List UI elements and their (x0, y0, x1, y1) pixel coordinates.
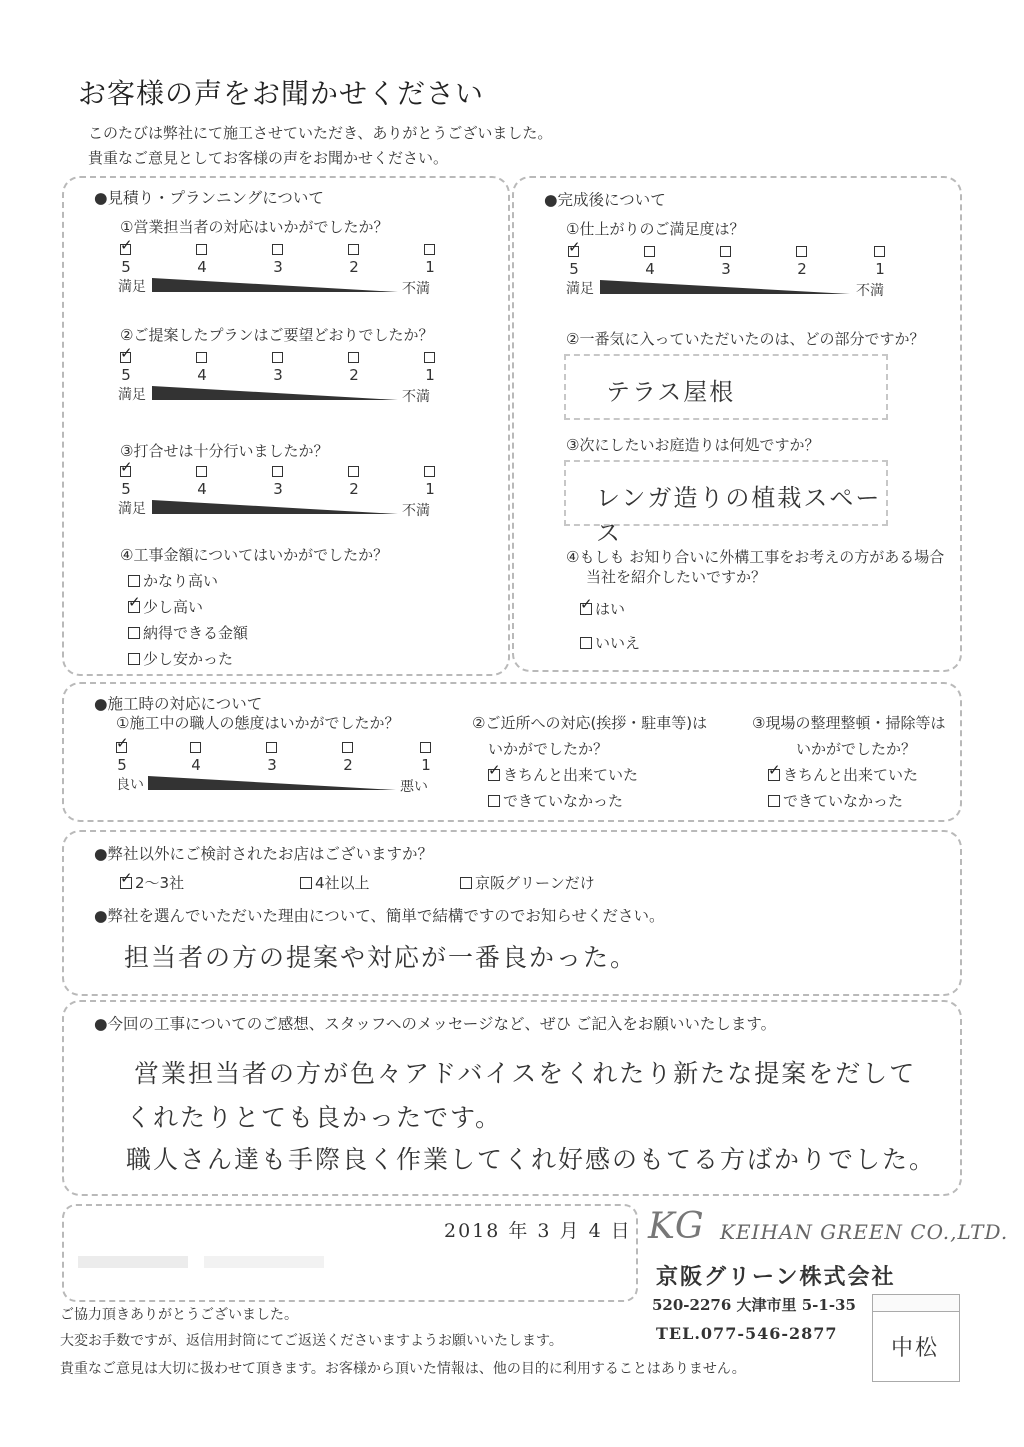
rating-2-checkbox[interactable] (342, 742, 353, 753)
date-field[interactable]: 2018 年 3 月 4 日 (444, 1220, 632, 1242)
scale-low-label: 満足 (118, 387, 146, 403)
signature-box (62, 1204, 638, 1302)
company-logo-mark: KG (648, 1206, 704, 1247)
rating-3-checkbox[interactable] (272, 244, 283, 255)
scale-2: 2 (797, 260, 807, 278)
scale-3: 3 (273, 366, 283, 384)
scale-4: 4 (197, 258, 207, 276)
after-q4-line1: ④もしも お知り合いに外構工事をお考えの方がある場合 (566, 548, 945, 566)
shops-question: ●弊社以外にご検討されたお店はございますか？ (94, 845, 434, 863)
scale-1: 1 (425, 258, 435, 276)
construction-q2-line1: ②ご近所への対応(挨拶・駐車等)は (472, 714, 708, 732)
rating-1-checkbox[interactable] (874, 246, 885, 257)
price-option-slightly-high[interactable]: ✓少し高い (128, 596, 203, 617)
checkbox[interactable] (580, 637, 592, 649)
shops-option-only-keihan[interactable]: 京阪グリーンだけ (460, 872, 595, 893)
scale-5: 5 (121, 480, 131, 498)
scale-3: 3 (273, 480, 283, 498)
scale-2: 2 (349, 366, 359, 384)
rating-1-checkbox[interactable] (424, 244, 435, 255)
scale-4: 4 (197, 480, 207, 498)
footer-line-3: 貴重なご意見は大切に扱わせて頂きます。お客様から頂いた情報は、他の目的に利用することはありません。 (60, 1361, 746, 1377)
scale-wedge (152, 386, 398, 400)
scale-1: 1 (421, 756, 431, 774)
checkbox[interactable] (488, 769, 500, 781)
rating-4-checkbox[interactable] (644, 246, 655, 257)
scale-5: 5 (121, 366, 131, 384)
message-heading: ●今回の工事についてのご感想、スタッフへのメッセージなど、ぜひ ご記入をお願いいたします。 (94, 1015, 777, 1033)
checkbox[interactable] (768, 769, 780, 781)
scale-high-label: 不満 (402, 281, 430, 297)
estimate-q3: ③打合せは十分行いましたか？ (120, 442, 329, 460)
scale-3: 3 (721, 260, 731, 278)
page-title: お客様の声をお聞かせください (78, 77, 485, 110)
after-q3: ③次にしたいお庭造りは何処ですか？ (566, 436, 820, 454)
scale-2: 2 (349, 258, 359, 276)
favorite-part-answer: テラス屋根 (606, 378, 736, 406)
rating-5-checkbox[interactable] (568, 246, 579, 257)
scale-high-label: 不満 (402, 503, 430, 519)
rating-5-checkbox[interactable] (120, 466, 131, 477)
rating-1-checkbox[interactable] (424, 466, 435, 477)
checkbox[interactable] (128, 575, 140, 587)
footer-line-1: ご協力頂きありがとうございました。 (60, 1307, 298, 1323)
scale-wedge (600, 280, 850, 294)
scale-2: 2 (343, 756, 353, 774)
scale-5: 5 (121, 258, 131, 276)
footer-line-2: 大変お手数ですが、返信用封筒にてご返送くださいますようお願いいたします。 (60, 1333, 563, 1349)
scale-3: 3 (267, 756, 277, 774)
rating-5-checkbox[interactable] (120, 352, 131, 363)
construction-panel (62, 682, 962, 822)
scale-low-label: 良い (116, 777, 144, 793)
scale-4: 4 (197, 366, 207, 384)
rating-1-checkbox[interactable] (424, 352, 435, 363)
scale-high-label: 不満 (856, 283, 884, 299)
scale-5: 5 (569, 260, 579, 278)
scale-wedge (152, 500, 398, 514)
checkbox[interactable] (128, 627, 140, 639)
stamp-header (873, 1295, 959, 1312)
estimate-panel (62, 176, 510, 676)
rating-4-checkbox[interactable] (196, 466, 207, 477)
message-line-2: くれたりとても良かったです。 (126, 1103, 503, 1132)
scale-1: 1 (425, 480, 435, 498)
after-q2: ②一番気に入っていただいたのは、どの部分ですか？ (566, 330, 925, 348)
cleanup-good[interactable]: ✓きちんと出来ていた (768, 764, 918, 785)
scale-low-label: 満足 (118, 279, 146, 295)
rating-5-checkbox[interactable] (116, 742, 127, 753)
after-heading: ●完成後について (544, 191, 666, 209)
construction-heading: ●施工時の対応について (94, 695, 263, 713)
scale-high-label: 悪い (400, 779, 428, 795)
next-garden-answer: レンガ造りの植栽スペース (596, 484, 882, 547)
estimate-q1: ①営業担当者の対応はいかがでしたか？ (120, 218, 389, 236)
after-q1: ①仕上がりのご満足度は？ (566, 220, 745, 238)
checkbox[interactable] (128, 601, 140, 613)
estimate-q4: ④工事金額についてはいかがでしたか？ (120, 546, 389, 564)
rating-5-checkbox[interactable] (120, 244, 131, 255)
rating-2-checkbox[interactable] (348, 352, 359, 363)
referral-no[interactable]: いいえ (580, 632, 640, 653)
rating-3-checkbox[interactable] (272, 466, 283, 477)
company-logo-text: KEIHAN GREEN CO.,LTD. (720, 1220, 1009, 1244)
rating-2-checkbox[interactable] (348, 466, 359, 477)
scale-low-label: 満足 (566, 281, 594, 297)
checkbox[interactable] (460, 877, 472, 889)
message-panel (62, 1000, 962, 1196)
scale-1: 1 (425, 366, 435, 384)
company-name: 京阪グリーン株式会社 (656, 1264, 896, 1290)
scale-3: 3 (273, 258, 283, 276)
rating-4-checkbox[interactable] (196, 244, 207, 255)
rating-2-checkbox[interactable] (348, 244, 359, 255)
checkbox[interactable] (488, 795, 500, 807)
scale-wedge (152, 278, 398, 292)
rating-3-checkbox[interactable] (272, 352, 283, 363)
neighbor-bad[interactable]: できていなかった (488, 790, 623, 811)
rating-2-checkbox[interactable] (796, 246, 807, 257)
reason-answer: 担当者の方の提案や対応が一番良かった。 (124, 943, 638, 972)
scale-4: 4 (191, 756, 201, 774)
scale-low-label: 満足 (118, 501, 146, 517)
price-option-reasonable[interactable]: 納得できる金額 (128, 622, 248, 643)
construction-q2-line2: いかがでしたか？ (488, 740, 609, 758)
other-panel (62, 830, 962, 996)
favorite-part-field[interactable] (564, 354, 888, 420)
scale-2: 2 (349, 480, 359, 498)
staff-stamp-box (872, 1294, 960, 1382)
after-panel (512, 176, 962, 672)
company-address: 520-2276 大津市里 5-1-35 (652, 1296, 856, 1314)
checkbox[interactable] (120, 877, 132, 889)
message-line-1: 営業担当者の方が色々アドバイスをくれたり新たな提案をだして (134, 1059, 917, 1088)
price-option-very-high[interactable]: かなり高い (128, 570, 218, 591)
scale-1: 1 (875, 260, 885, 278)
rating-4-checkbox[interactable] (190, 742, 201, 753)
reason-question: ●弊社を選んでいただいた理由について、簡単で結構ですのでお知らせください。 (94, 907, 665, 925)
estimate-q2: ②ご提案したプランはご要望どおりでしたか？ (120, 326, 434, 344)
scale-wedge (148, 776, 396, 790)
shops-option-2-3[interactable]: ✓2～3社 (120, 872, 184, 893)
message-line-3: 職人さん達も手際良く作業してくれ好感のもてる方ばかりでした。 (126, 1145, 937, 1174)
checkbox[interactable] (128, 653, 140, 665)
checkbox[interactable] (300, 877, 312, 889)
shops-option-4plus[interactable]: 4社以上 (300, 872, 370, 893)
checkbox[interactable] (768, 795, 780, 807)
intro-line-2: 貴重なご意見としてお客様の声をお聞かせください。 (88, 149, 449, 167)
company-tel: TEL.077-546-2877 (656, 1324, 838, 1343)
rating-3-checkbox[interactable] (720, 246, 731, 257)
construction-q1: ①施工中の職人の態度はいかがでしたか？ (116, 714, 400, 732)
next-garden-field[interactable] (564, 460, 888, 547)
cleanup-bad[interactable]: できていなかった (768, 790, 903, 811)
intro-line-1: このたびは弊社にて施工させていただき、ありがとうございました。 (88, 124, 553, 142)
name-redaction (78, 1256, 188, 1268)
scale-5: 5 (117, 756, 127, 774)
neighbor-good[interactable]: ✓きちんと出来ていた (488, 764, 638, 785)
after-q4-line2: 当社を紹介したいですか？ (586, 568, 767, 586)
scale-4: 4 (645, 260, 655, 278)
checkbox[interactable] (580, 603, 592, 615)
price-option-slightly-cheap[interactable]: 少し安かった (128, 648, 233, 669)
rating-3-checkbox[interactable] (266, 742, 277, 753)
rating-1-checkbox[interactable] (420, 742, 431, 753)
construction-q3-line1: ③現場の整理整頓・掃除等は (752, 714, 946, 732)
name-redaction (204, 1256, 324, 1268)
referral-yes[interactable]: ✓はい (580, 598, 625, 619)
construction-q3-line2: いかがでしたか？ (796, 740, 917, 758)
staff-name: 中松 (891, 1336, 940, 1361)
estimate-heading: ●見積り・プランニングについて (94, 189, 324, 207)
rating-4-checkbox[interactable] (196, 352, 207, 363)
scale-high-label: 不満 (402, 389, 430, 405)
